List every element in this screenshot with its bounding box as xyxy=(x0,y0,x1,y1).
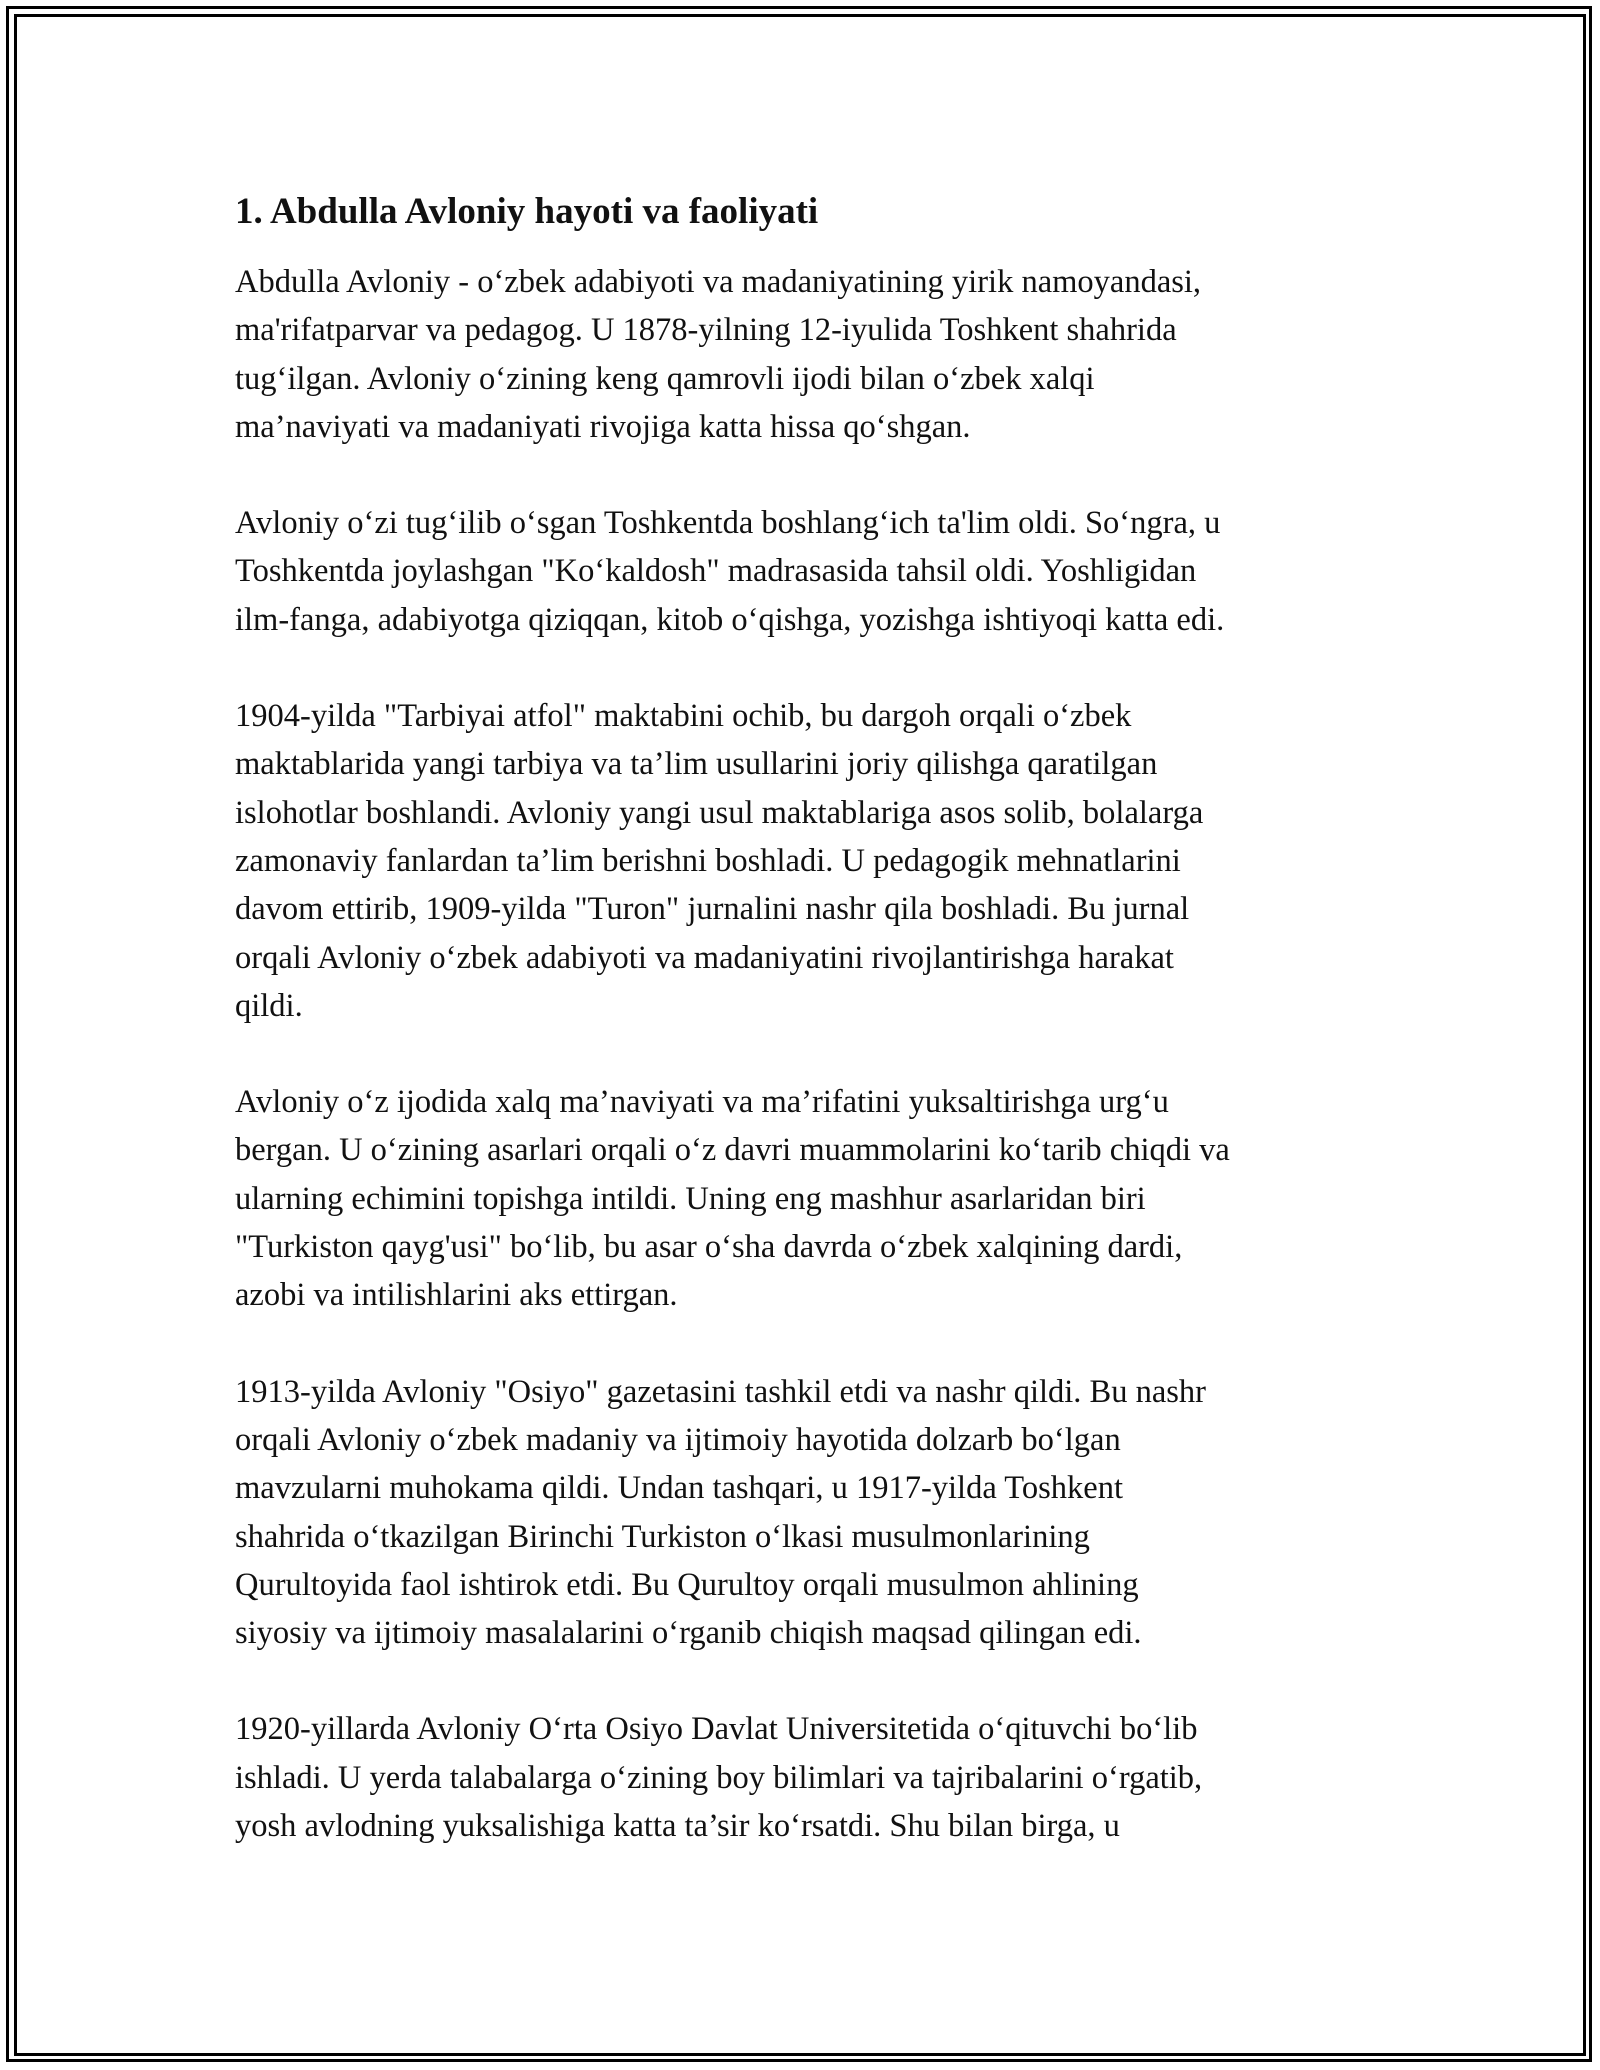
paragraph-line: tug‘ilgan. Avloniy o‘zining keng qamrovli ijodi bilan o‘zbek xalqi xyxy=(235,360,1095,397)
paragraph-line: ularning echimini topishga intildi. Uning eng mashhur asarlaridan biri xyxy=(235,1180,1146,1217)
paragraph-2 xyxy=(235,499,1365,644)
paragraph-line: "Turkiston qayg'usi" bo‘lib, bu asar o‘sha davrda o‘zbek xalqining dardi, xyxy=(235,1229,1183,1266)
paragraph-line: orqali Avloniy o‘zbek madaniy va ijtimoiy hayotida dolzarb bo‘lgan xyxy=(235,1421,1121,1458)
paragraph-1 xyxy=(235,258,1365,451)
paragraph-line: Toshkentda joylashgan "Ko‘kaldosh" madrasasida tahsil oldi. Yoshligidan xyxy=(235,553,1197,590)
paragraph-line: ilm-fanga, adabiyotga qiziqqan, kitob o‘qishga, yozishga ishtiyoqi katta edi. xyxy=(235,601,1225,638)
paragraph-line: qildi. xyxy=(235,987,303,1024)
paragraph-line: Abdulla Avloniy - o‘zbek adabiyoti va madaniyatining yirik namoyandasi, xyxy=(235,264,1202,300)
paragraph-line: 1904-yilda "Tarbiyai atfol" maktabini ochib, bu dargoh orqali o‘zbek xyxy=(235,698,1132,735)
paragraph-line: siyosiy va ijtimoiy masalalarini o‘rganib chiqish maqsad qilingan edi. xyxy=(235,1615,1142,1652)
paragraph-line: zamonaviy fanlardan ta’lim berishni boshladi. U pedagogik mehnatlarini xyxy=(235,842,1181,879)
paragraph-line: Avloniy o‘zi tug‘ilib o‘sgan Toshkentda boshlang‘ich ta'lim oldi. So‘ngra, u xyxy=(235,505,1221,542)
paragraph-line: ma’naviyati va madaniyati rivojiga katta hissa qo‘shgan. xyxy=(235,408,971,445)
paragraph-line: maktablarida yangi tarbiya va ta’lim usullarini joriy qilishga qaratilgan xyxy=(235,746,1158,783)
paragraph-line: yosh avlodning yuksalishiga katta ta’sir ko‘rsatdi. Shu bilan birga, u xyxy=(235,1808,1120,1845)
paragraph-5 xyxy=(235,1368,1365,1658)
paragraph-line: 1920-yillarda Avloniy O‘rta Osiyo Davlat Universitetida o‘qituvchi bo‘lib xyxy=(235,1711,1198,1748)
paragraph-line: Avloniy o‘z ijodida xalq ma’naviyati va ma’rifatini yuksaltirishga urg‘u xyxy=(235,1084,1169,1121)
paragraph-3 xyxy=(235,692,1365,1030)
paragraph-line: azobi va intilishlarini aks ettirgan. xyxy=(235,1277,678,1314)
paragraph-line: ishladi. U yerda talabalarga o‘zining boy bilimlari va tajribalarini o‘rgatib, xyxy=(235,1759,1203,1796)
paragraph-line: shahrida o‘tkazilgan Birinchi Turkiston o‘lkasi musulmonlarining xyxy=(235,1518,1090,1555)
paragraph-line: ma'rifatparvar va pedagog. U 1878-yilning 12-iyulida Toshkent shahrida xyxy=(235,312,1177,349)
paragraph-6 xyxy=(235,1705,1365,1850)
paragraph-line: bergan. U o‘zining asarlari orqali o‘z davri muammolarini ko‘tarib chiqdi va xyxy=(235,1132,1230,1169)
paragraph-line: 1913-yilda Avloniy "Osiyo" gazetasini tashkil etdi va nashr qildi. Bu nashr xyxy=(235,1373,1207,1410)
paragraph-line: Qurultoyida faol ishtirok etdi. Bu Qurultoy orqali musulmon ahlining xyxy=(235,1566,1139,1603)
paragraph-line: mavzularni muhokama qildi. Undan tashqari, u 1917-yilda Toshkent xyxy=(235,1470,1123,1507)
paragraph-line: orqali Avloniy o‘zbek adabiyoti va madaniyatini rivojlantirishga harakat xyxy=(235,939,1174,976)
paragraph-line: davom ettirib, 1909-yilda "Turon" jurnalini nashr qila boshladi. Bu jurnal xyxy=(235,891,1190,928)
document-body xyxy=(235,188,1365,1898)
section-heading: 1. Abdulla Avloniy hayoti va faoliyati xyxy=(235,191,819,232)
paragraph-4 xyxy=(235,1078,1365,1319)
paragraph-line: islohotlar boshlandi. Avloniy yangi usul maktablariga asos solib, bolalarga xyxy=(235,794,1204,831)
